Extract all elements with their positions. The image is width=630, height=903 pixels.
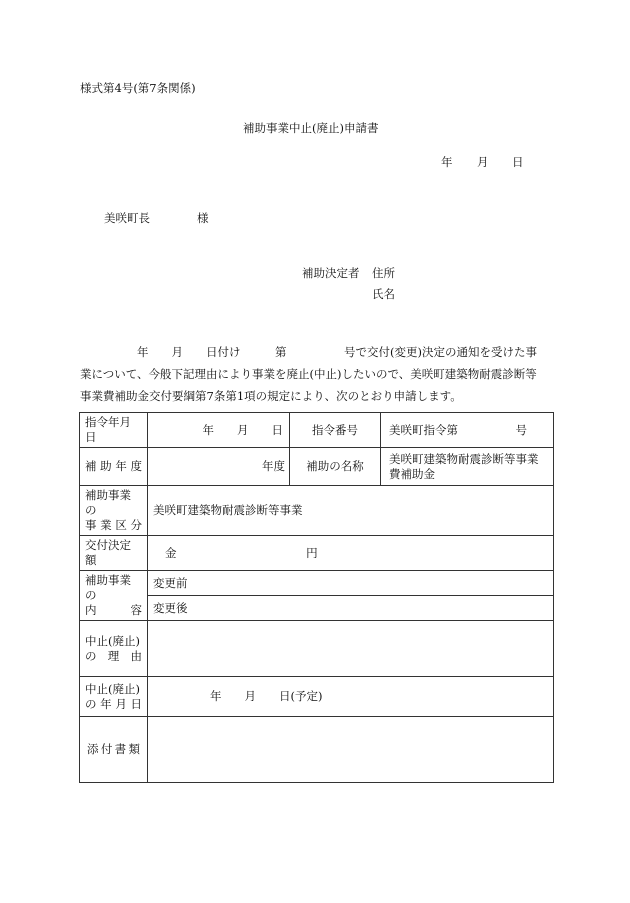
date-day: 日: [512, 155, 524, 169]
applicant-name-label: 氏名: [372, 287, 395, 301]
label-attachments: 添 付 書 類: [80, 717, 148, 783]
document-title: 補助事業中止(廃止)申請書: [243, 121, 379, 135]
paragraph-line-2: 業について、今般下記理由により事業を廃止(中止)したいので、美咲町建築物耐震診断等: [80, 367, 537, 381]
applicant-role: 補助決定者: [302, 266, 360, 280]
label-business-content: 補助事業の 内 容: [80, 571, 148, 621]
table-row: [80, 677, 554, 717]
amount-suffix: 円: [306, 545, 318, 560]
amount-prefix: 金: [165, 545, 177, 560]
label-order-date: 指令年月日: [80, 413, 148, 448]
applicant-address-label: 住所: [372, 266, 395, 280]
table-row: [80, 571, 554, 596]
request-paragraph: [80, 341, 552, 407]
label-business-category: 補助事業の 事 業 区 分: [80, 486, 148, 536]
table-row: [80, 448, 554, 486]
content-after: 変更後: [148, 596, 554, 621]
label-order-number: 指令番号: [290, 413, 381, 448]
content-before: 変更前: [148, 571, 554, 596]
date-year: 年: [441, 155, 453, 169]
grant-amount-value: [148, 536, 554, 571]
application-table: [79, 412, 554, 783]
label-cancel-reason: 中止(廃止) の 理 由: [80, 621, 148, 677]
subsidy-year-value: 年度: [148, 448, 290, 486]
label-subsidy-year: 補 助 年 度: [80, 448, 148, 486]
addressee-honorific: 様: [197, 211, 209, 225]
paragraph-line-3: 事業費補助金交付要綱第7条第1項の規定により、次のとおり申請します。: [80, 389, 462, 403]
label-grant-amount: 交付決定額: [80, 536, 148, 571]
order-number-value: 美咲町指令第 号: [381, 413, 554, 448]
date-month: 月: [477, 155, 489, 169]
addressee-name: 美咲町長: [104, 211, 150, 225]
table-row: [80, 413, 554, 448]
label-cancel-date: 中止(廃止) の 年 月 日: [80, 677, 148, 717]
form-number: 様式第4号(第7条関係): [80, 81, 196, 95]
order-date-value: 年 月 日: [148, 413, 290, 448]
table-row: [80, 596, 554, 621]
cancel-date-value: 年 月 日(予定): [148, 677, 554, 717]
table-row: [80, 717, 554, 783]
attachments-value[interactable]: [148, 717, 554, 783]
table-row: [80, 536, 554, 571]
cancel-reason-value[interactable]: [148, 621, 554, 677]
subsidy-name-value: 美咲町建築物耐震診断等事業費補助金: [381, 448, 554, 486]
table-row: [80, 486, 554, 536]
table-row: [80, 621, 554, 677]
paragraph-line-1: 年 月 日付け 第 号で交付(変更)決定の通知を受けた事: [137, 345, 537, 359]
label-subsidy-name: 補助の名称: [290, 448, 381, 486]
business-category-value: 美咲町建築物耐震診断等事業: [148, 486, 554, 536]
